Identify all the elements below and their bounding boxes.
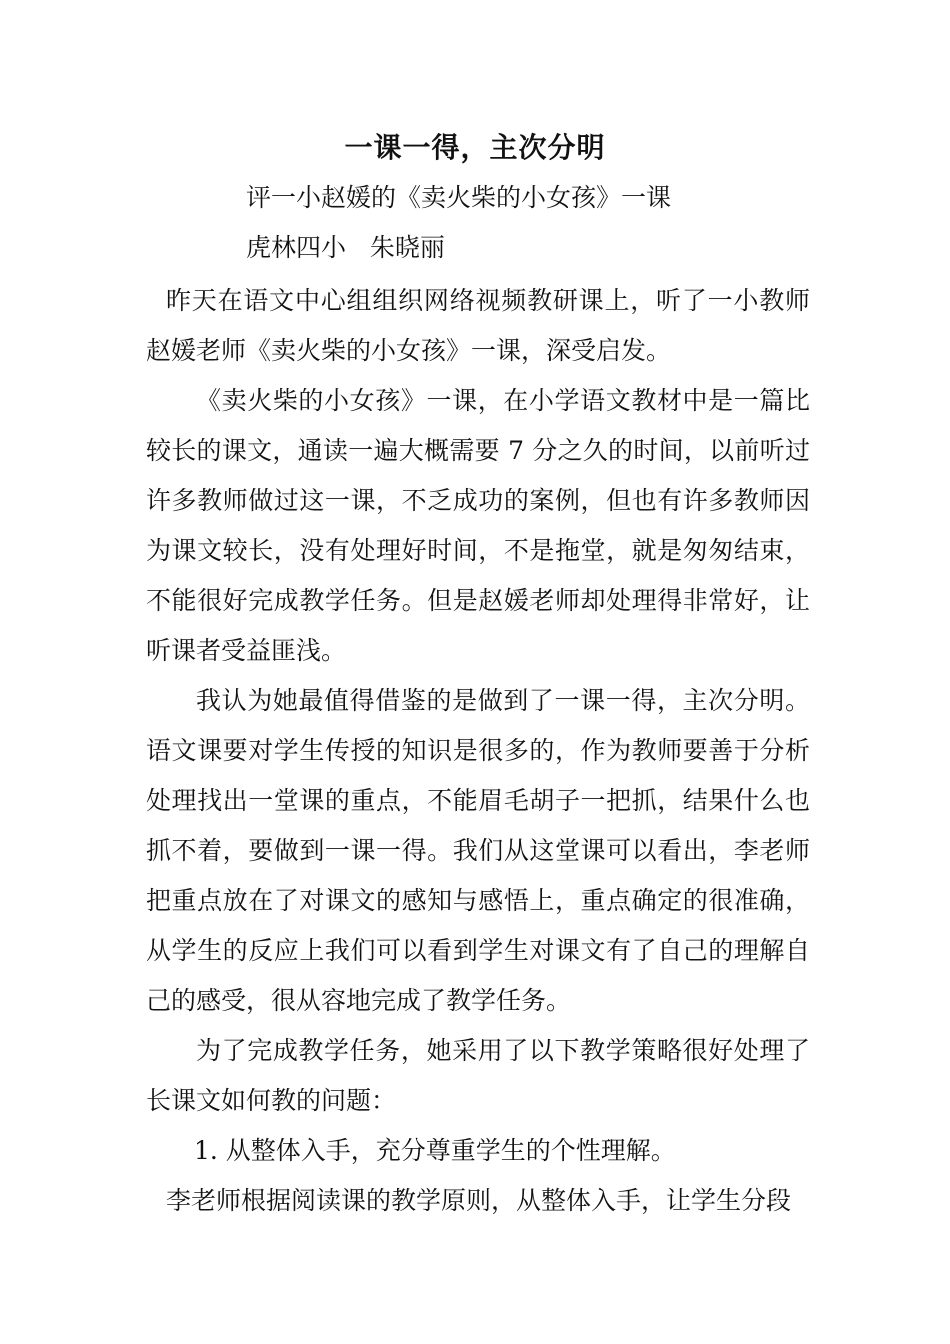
document-title: 一课一得，主次分明 [344, 131, 606, 164]
document-author: 虎林四小 朱晓丽 [246, 233, 445, 262]
paragraph-strategy-detail: 李老师根据阅读课的教学原则，从整体入手，让学生分段 [166, 1186, 792, 1215]
paragraph-intro: 昨天在语文中心组组织网络视频教研课上，听了一小教师赵媛老师《卖火柴的小女孩》一课，深受启发。 [146, 286, 810, 365]
document-body [146, 276, 810, 1226]
paragraph-key-point: 我认为她最值得借鉴的是做到了一课一得，主次分明。语文课要对学生传授的知识是很多的，作为教师要善于分析处理找出一堂课的重点，不能眉毛胡子一把抓，结果什么也抓不着，要做到一课一得。我们从这堂课可以看出，李老师把重点放在了对课文的感知与感悟上，重点确定的很准确，从学生的反应上我们可以看到学生对课文有了自己的理解自己的感受，很从容地完成了教学任务。 [146, 686, 810, 1015]
paragraph-lesson-overview: 《卖火柴的小女孩》一课，在小学语文教材中是一篇比较长的课文，通读一遍大概需要 7 分之久的时间，以前听过许多教师做过这一课，不乏成功的案例，但也有许多教师因为课文较长，没有处理好时间，不是拖堂，就是匆匆结束，不能很好完成教学任务。但是赵媛老师却处理得非常好，让听课者受益匪浅。 [146, 386, 810, 665]
list-item-strategy-1: 1. 从整体入手，充分尊重学生的个性理解。 [194, 1136, 676, 1165]
document-subtitle: 评一小赵媛的《卖火柴的小女孩》一课 [246, 183, 672, 212]
paragraph-strategy-intro: 为了完成教学任务，她采用了以下教学策略很好处理了长课文如何教的问题： [146, 1036, 810, 1115]
